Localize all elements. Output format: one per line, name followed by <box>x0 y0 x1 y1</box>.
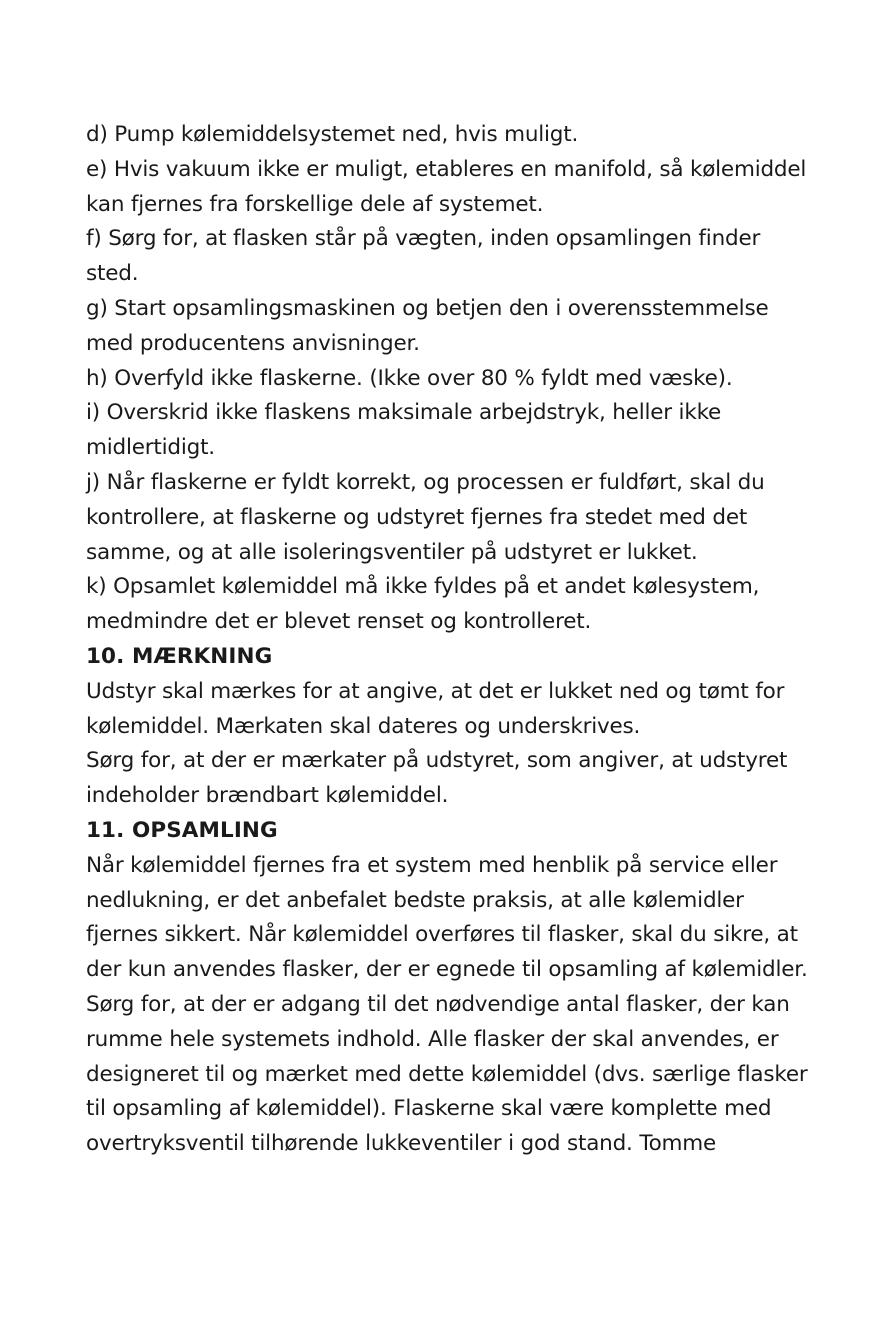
list-item-d: d) Pump kølemiddelsystemet ned, hvis muligt. <box>86 122 579 147</box>
paragraph-line: designeret til og mærket med dette kølemiddel (dvs. særlige flasker <box>86 1061 808 1087</box>
paragraph-line: Udstyr skal mærkes for at angive, at det er lukket ned og tømt for <box>86 678 785 704</box>
list-item-f-continued: sted. <box>86 261 139 287</box>
list-item-h: h) Overfyld ikke flaskerne. (Ikke over 80 % fyldt med væske). <box>86 365 733 391</box>
paragraph-line: kølemiddel. Mærkaten skal dateres og underskrives. <box>86 713 641 739</box>
list-item-j-continued: samme, og at alle isoleringsventiler på udstyret er lukket. <box>86 539 698 565</box>
section-heading-marking: 10. MÆRKNING <box>86 643 273 669</box>
list-item-g: g) Start opsamlingsmaskinen og betjen den i overensstemmelse <box>86 295 769 321</box>
list-item-k-continued: medmindre det er blevet renset og kontrolleret. <box>86 609 592 635</box>
list-item-i-continued: midlertidigt. <box>86 435 215 461</box>
paragraph-line: fjernes sikkert. Når kølemiddel overføres til flasker, skal du sikre, at <box>86 922 798 948</box>
list-item-f: f) Sørg for, at flasken står på vægten, inden opsamlingen finder <box>86 226 761 252</box>
paragraph-line: rumme hele systemets indhold. Alle flasker der skal anvendes, er <box>86 1026 779 1052</box>
paragraph-line: nedlukning, er det anbefalet bedste praksis, at alle kølemidler <box>86 887 744 913</box>
list-item-g-continued: med producentens anvisninger. <box>86 330 420 356</box>
list-item-i: i) Overskrid ikke flaskens maksimale arbejdstryk, heller ikke <box>86 400 722 426</box>
paragraph-line: til opsamling af kølemiddel). Flaskerne skal være komplette med <box>86 1096 772 1122</box>
paragraph-line: Når kølemiddel fjernes fra et system med henblik på service eller <box>86 852 778 878</box>
list-item-e: e) Hvis vakuum ikke er muligt, etableres en manifold, så kølemiddel <box>86 156 807 182</box>
list-item-e-continued: kan fjernes fra forskellige dele af systemet. <box>86 191 544 217</box>
paragraph-line: indeholder brændbart kølemiddel. <box>86 783 449 809</box>
list-item-j-continued: kontrollere, at flaskerne og udstyret fjernes fra stedet med det <box>86 504 748 530</box>
list-item-k: k) Opsamlet kølemiddel må ikke fyldes på et andet kølesystem, <box>86 574 760 600</box>
paragraph-line: Sørg for, at der er adgang til det nødvendige antal flasker, der kan <box>86 991 790 1017</box>
section-heading-recovery: 11. OPSAMLING <box>86 817 278 843</box>
list-item-j: j) Når flaskerne er fyldt korrekt, og processen er fuldført, skal du <box>86 469 765 495</box>
paragraph-line: overtryksventil tilhørende lukkeventiler i god stand. Tomme <box>86 1131 717 1157</box>
document-page <box>86 118 831 1162</box>
paragraph-line: der kun anvendes flasker, der er egnede til opsamling af kølemidler. <box>86 957 808 983</box>
paragraph-line: Sørg for, at der er mærkater på udstyret, som angiver, at udstyret <box>86 748 788 774</box>
